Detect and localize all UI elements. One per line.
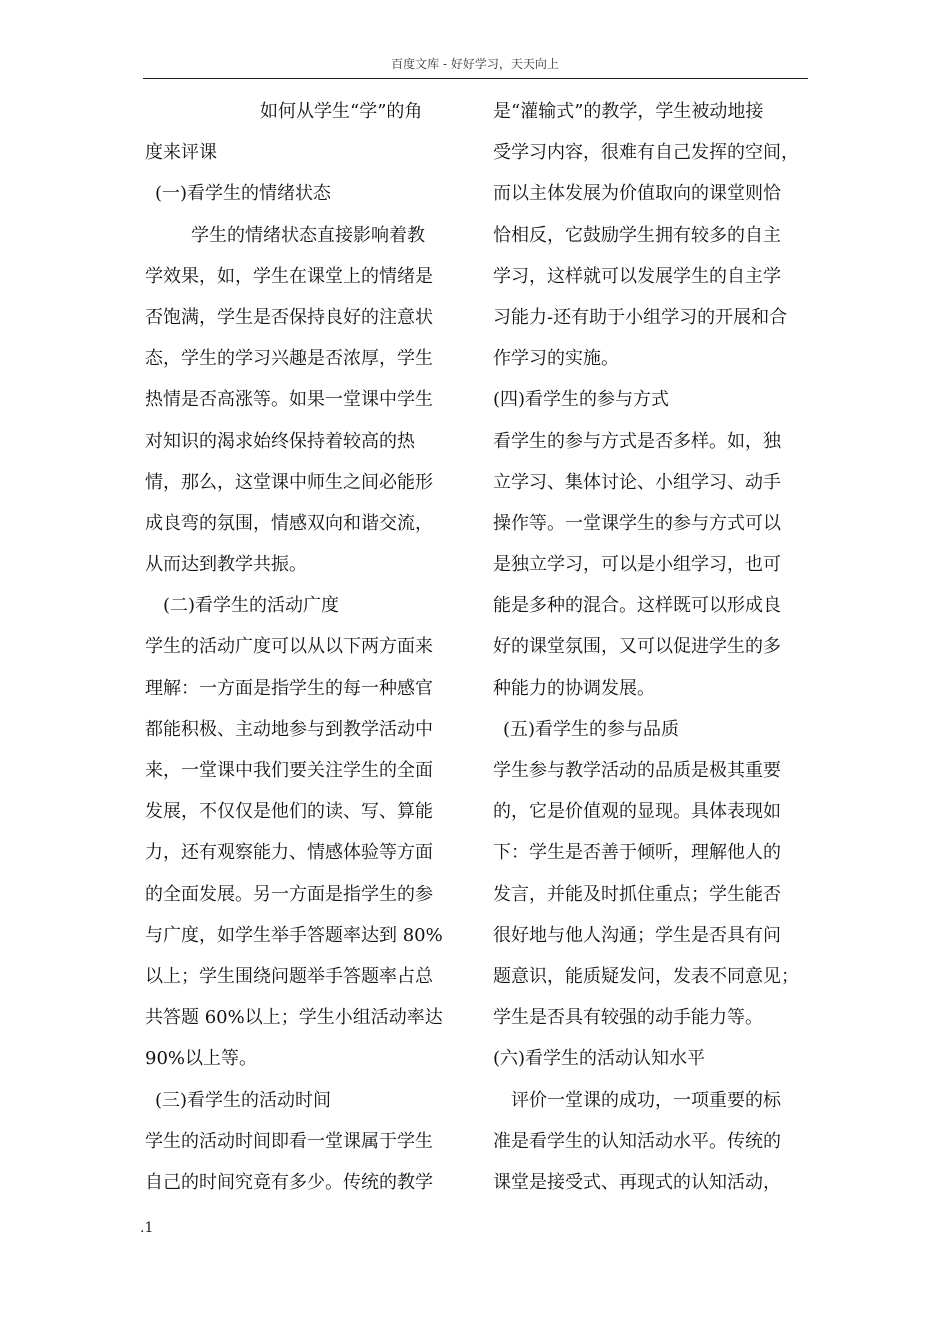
text-line: 学习，这样就可以发展学生的自主学 xyxy=(493,265,781,287)
header-divider xyxy=(143,78,808,79)
text-line: (四)看学生的参与方式 xyxy=(493,389,670,411)
text-line: 发展，不仅仅是他们的读、写、算能 xyxy=(145,801,433,823)
text-line: 理解：一方面是指学生的每一种感官 xyxy=(145,677,433,699)
text-line: 操作等。一堂课学生的参与方式可以 xyxy=(493,512,781,534)
text-line: 评价一堂课的成功，一项重要的标 xyxy=(511,1089,781,1111)
text-line: 很好地与他人沟通；学生是否具有问 xyxy=(493,924,781,946)
text-line: 是“灌输式”的教学，学生被动地接 xyxy=(493,101,764,122)
text-line: 对知识的渴求始终保持着较高的热 xyxy=(145,430,415,452)
text-line: 是独立学习，可以是小组学习，也可 xyxy=(493,554,781,576)
text-line: 能是多种的混合。这样既可以形成良 xyxy=(493,595,781,617)
text-line: 而以主体发展为价值取向的课堂则恰 xyxy=(493,183,781,205)
text-line: 共答题 60%以上；学生小组活动率达 xyxy=(145,1007,443,1029)
text-line: 学效果，如，学生在课堂上的情绪是 xyxy=(145,265,433,287)
text-line: 情，那么，这堂课中师生之间必能形 xyxy=(145,471,433,493)
text-line: 成良弯的氛围，情感双向和谐交流， xyxy=(145,512,433,534)
text-line: (三)看学生的活动时间 xyxy=(155,1089,332,1111)
text-line: 作学习的实施。 xyxy=(493,348,619,370)
text-line: 如何从学生“学”的角 xyxy=(260,101,423,122)
text-line: 习能力-还有助于小组学习的开展和合 xyxy=(493,306,788,328)
text-line: 的全面发展。另一方面是指学生的参 xyxy=(145,883,433,905)
text-line: 学生的活动广度可以从以下两方面来 xyxy=(145,636,433,658)
text-line: 学生的情绪状态直接影响着教 xyxy=(191,224,425,246)
text-line: 度来评课 xyxy=(145,142,217,164)
text-line: 好的课堂氛围，又可以促进学生的多 xyxy=(493,636,781,658)
text-line: 否饱满，学生是否保持良好的注意状 xyxy=(145,306,433,328)
text-line: 的，它是价值观的显现。具体表现如 xyxy=(493,801,781,823)
text-line: 准是看学生的认知活动水平。传统的 xyxy=(493,1130,781,1152)
text-line: 态，学生的学习兴趣是否浓厚，学生 xyxy=(145,348,433,370)
page-number: .1 xyxy=(140,1220,154,1236)
text-line: 种能力的协调发展。 xyxy=(493,677,655,699)
text-line: (一)看学生的情绪状态 xyxy=(155,183,332,205)
text-line: 都能积极、主动地参与到教学活动中 xyxy=(145,718,433,740)
text-line: 受学习内容，很难有自己发挥的空间， xyxy=(493,142,799,164)
text-line: 从而达到教学共振。 xyxy=(145,554,307,576)
text-line: 题意识，能质疑发问，发表不同意见； xyxy=(493,965,799,987)
text-line: 学生是否具有较强的动手能力等。 xyxy=(493,1007,763,1029)
text-line: 学生参与教学活动的品质是极其重要 xyxy=(493,760,781,781)
text-line: 立学习、集体讨论、小组学习、动手 xyxy=(493,471,781,493)
left-text-column xyxy=(145,91,463,1203)
text-line: 发言，并能及时抓住重点；学生能否 xyxy=(493,883,781,905)
text-line: 来，一堂课中我们要关注学生的全面 xyxy=(145,760,433,781)
text-line: 力，还有观察能力、情感体验等方面 xyxy=(145,842,433,864)
text-line: 下：学生是否善于倾听，理解他人的 xyxy=(493,842,781,864)
right-text-column xyxy=(493,91,811,1203)
text-line: 课堂是接受式、再现式的认知活动， xyxy=(493,1171,781,1193)
text-line: 看学生的参与方式是否多样。如，独 xyxy=(493,430,781,452)
text-line: 自己的时间究竟有多少。传统的教学 xyxy=(145,1171,433,1193)
text-line: (五)看学生的参与品质 xyxy=(503,718,680,740)
text-line: 热情是否高涨等。如果一堂课中学生 xyxy=(145,389,433,411)
text-line: 90%以上等。 xyxy=(145,1048,258,1070)
text-line: 与广度，如学生举手答题率达到 80% xyxy=(145,924,443,946)
page-header: 百度文库 - 好好学习，天天向上 xyxy=(391,57,559,71)
text-line: (六)看学生的活动认知水平 xyxy=(493,1048,706,1070)
text-line: (二)看学生的活动广度 xyxy=(163,595,340,617)
text-line: 以上；学生围绕问题举手答题率占总 xyxy=(145,965,433,987)
text-line: 恰相反，它鼓励学生拥有较多的自主 xyxy=(493,224,781,246)
text-line: 学生的活动时间即看一堂课属于学生 xyxy=(145,1130,433,1152)
